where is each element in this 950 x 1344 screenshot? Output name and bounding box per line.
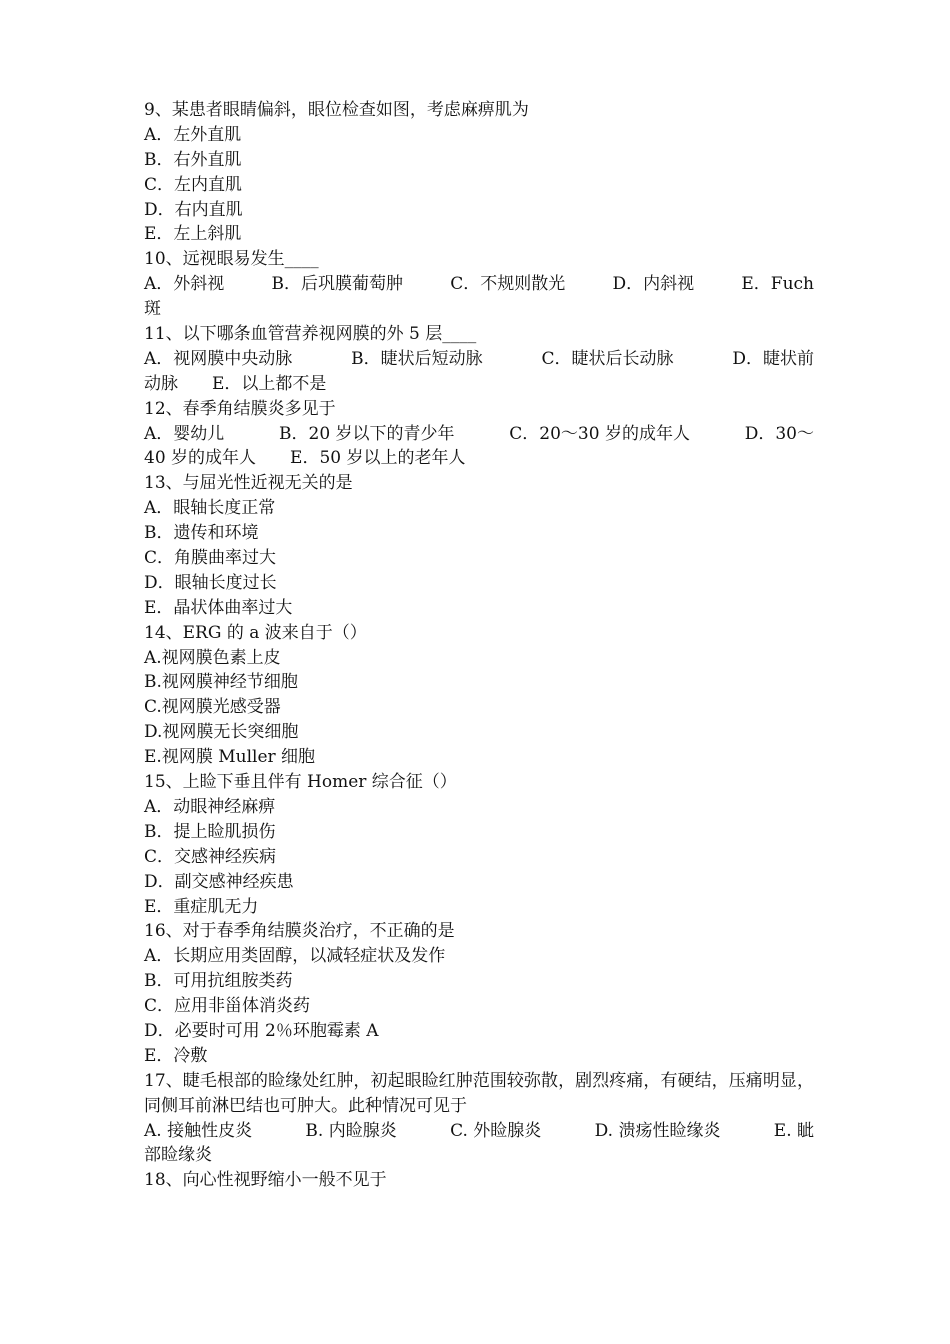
question-12-stem: 12、春季角结膜炎多见于 xyxy=(144,398,336,419)
question-11-options-cont: 动脉 E．以上都不是 xyxy=(144,373,327,394)
question-17-option-b: B. 内睑腺炎 xyxy=(305,1120,397,1141)
question-15-option-a: A．动眼神经麻痹 xyxy=(144,796,276,817)
question-17-stem: 17、睫毛根部的睑缘处红肿，初起眼睑红肿范围较弥散，剧烈疼痛，有硬结，压痛明显，同侧耳前淋巴结也可肿大。此种情况可见于 xyxy=(144,1070,814,1116)
question-16-stem: 16、对于春季角结膜炎治疗，不正确的是 xyxy=(144,921,455,942)
question-12-options-cont: 40 岁的成年人 E．50 岁以上的老年人 xyxy=(144,448,466,469)
question-16-option-c: C．应用非甾体消炎药 xyxy=(144,996,311,1017)
question-13-option-b: B．遗传和环境 xyxy=(144,523,259,544)
question-10-stem: 10、远视眼易发生____ xyxy=(144,249,319,270)
question-16-option-a: A．长期应用类固醇，以减轻症状及发作 xyxy=(144,946,446,967)
question-12-option-a: A．婴幼儿 xyxy=(144,423,225,444)
question-10-option-c: C．不规则散光 xyxy=(450,274,566,295)
question-14-option-a: A.视网膜色素上皮 xyxy=(144,647,281,668)
question-11-option-c: C．睫状后长动脉 xyxy=(541,348,674,369)
question-10-option-a: A．外斜视 xyxy=(144,274,225,295)
question-11-option-d: D．睫状前 xyxy=(732,348,814,369)
question-17-option-e: E. 眦 xyxy=(773,1120,814,1141)
question-13-option-c: C．角膜曲率过大 xyxy=(144,548,277,569)
question-10-options xyxy=(144,272,814,297)
question-15-option-b: B．提上睑肌损伤 xyxy=(144,821,276,842)
question-9-stem: 9、某患者眼睛偏斜，眼位检查如图，考虑麻痹肌为 xyxy=(144,100,529,120)
question-10-option-e: E．Fuch xyxy=(741,274,814,295)
question-16-option-d: D．必要时可用 2％环胞霉素 A xyxy=(144,1020,379,1041)
question-13-option-a: A．眼轴长度正常 xyxy=(144,498,276,519)
question-16-option-b: B．可用抗组胺类药 xyxy=(144,971,293,992)
question-17-options xyxy=(144,1119,814,1144)
question-14-option-b: B.视网膜神经节细胞 xyxy=(144,672,298,693)
question-9-option-c: C．左内直肌 xyxy=(144,174,243,195)
question-14-option-e: E.视网膜 Muller 细胞 xyxy=(144,747,316,768)
question-14-stem: 14、ERG 的 a 波来自于（） xyxy=(144,622,367,643)
question-15-option-d: D．副交感神经疾患 xyxy=(144,871,294,892)
question-11-option-b: B．睫状后短动脉 xyxy=(351,348,483,369)
question-11-option-a: A．视网膜中央动脉 xyxy=(144,348,293,369)
question-12-option-d: D．30～ xyxy=(744,423,814,444)
question-17-option-a: A. 接触性皮炎 xyxy=(144,1120,253,1141)
question-10-option-d: D．内斜视 xyxy=(612,274,695,295)
question-11-options xyxy=(144,347,814,372)
question-10-options-cont: 斑 xyxy=(144,299,161,320)
question-9-option-d: D．右内直肌 xyxy=(144,199,243,220)
question-12-options xyxy=(144,422,814,447)
question-14-option-d: D.视网膜无长突细胞 xyxy=(144,722,299,743)
question-13-stem: 13、与屈光性近视无关的是 xyxy=(144,473,353,494)
question-15-stem: 15、上睑下垂且伴有 Homer 综合征（） xyxy=(144,772,457,793)
question-10-option-b: B．后巩膜葡萄肿 xyxy=(271,274,404,295)
question-18-stem: 18、向心性视野缩小一般不见于 xyxy=(144,1170,387,1191)
question-list xyxy=(144,98,814,1193)
question-17-option-d: D. 溃疡性睑缘炎 xyxy=(594,1120,721,1141)
question-13-option-d: D．眼轴长度过长 xyxy=(144,572,277,593)
question-11-stem: 11、以下哪条血管营养视网膜的外 5 层____ xyxy=(144,324,477,345)
question-12-option-b: B．20 岁以下的青少年 xyxy=(279,423,455,444)
question-9-option-b: B．右外直肌 xyxy=(144,149,242,170)
question-14-option-c: C.视网膜光感受器 xyxy=(144,697,281,718)
question-17-options-cont: 部睑缘炎 xyxy=(144,1145,212,1166)
question-9-option-a: A．左外直肌 xyxy=(144,124,242,145)
question-13-option-e: E．晶状体曲率过大 xyxy=(144,597,293,618)
question-15-option-c: C．交感神经疾病 xyxy=(144,846,277,867)
question-17-option-c: C. 外睑腺炎 xyxy=(450,1120,542,1141)
question-16-option-e: E．冷敷 xyxy=(144,1045,208,1066)
question-12-option-c: C．20～30 岁的成年人 xyxy=(509,423,690,444)
question-15-option-e: E．重症肌无力 xyxy=(144,896,259,917)
question-9-option-e: E．左上斜肌 xyxy=(144,224,242,245)
